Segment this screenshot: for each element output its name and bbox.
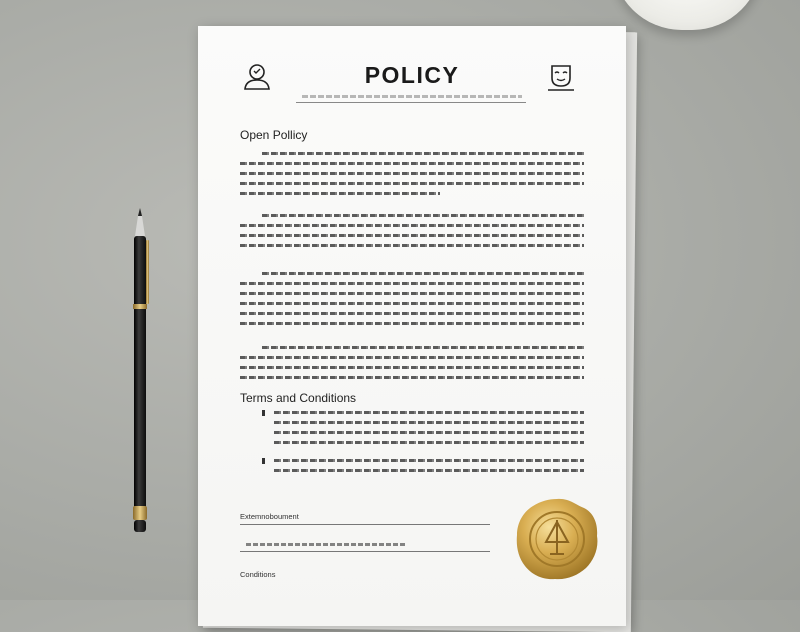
header-small-text [302,95,522,98]
signature-line-2 [240,551,490,552]
cup-top [612,0,762,30]
paragraph-3 [240,272,584,332]
bullet-2 [262,458,265,464]
section-heading-terms: Terms and Conditions [240,391,357,405]
signature-line [240,524,490,525]
terms-item-1 [274,411,584,451]
section-heading-open: Open Pollicy [240,128,308,142]
bullet-1 [262,410,265,416]
header-rule [296,102,526,103]
paragraph-2 [240,214,584,254]
conditions-label: Conditions [240,570,276,579]
paragraph-4 [240,346,584,386]
wax-seal-icon [514,496,600,582]
signature-small-text [246,543,406,546]
signature-label: Extemnoboument [240,512,299,521]
pen-icon [127,206,153,546]
terms-item-2 [274,459,584,479]
paragraph-1 [240,152,584,202]
mask-icon [544,60,578,94]
document-title: POLICY [364,62,460,88]
